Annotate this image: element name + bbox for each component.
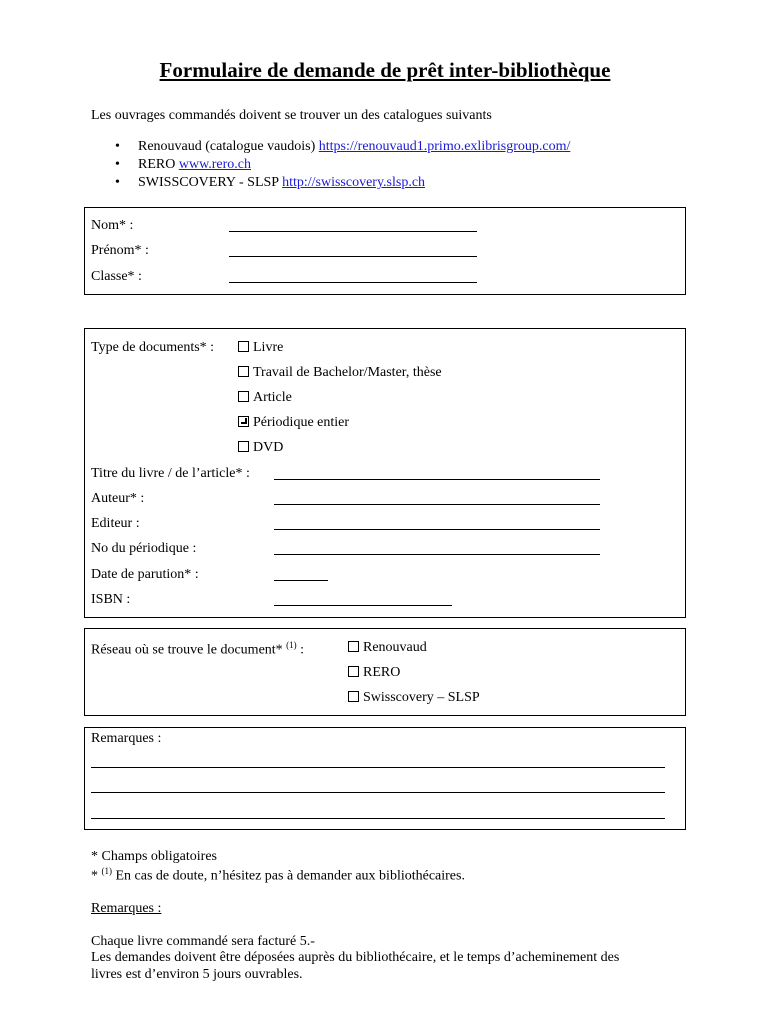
type-option-label: Article: [253, 390, 292, 405]
nom-label: Nom* :: [91, 218, 134, 233]
type-option-label: Livre: [253, 340, 284, 355]
reseau-option-rero[interactable]: [348, 665, 400, 681]
page-title: Formulaire de demande de prêt inter-bibliothèque: [159, 58, 611, 82]
footnote-star: *: [91, 868, 102, 884]
periodique-label: No du périodique :: [91, 541, 197, 556]
remarques-heading: Remarques :: [91, 901, 162, 916]
prenom-label: Prénom* :: [91, 243, 149, 258]
catalogue-list: [115, 138, 570, 192]
editeur-field[interactable]: [274, 529, 600, 530]
catalogue-link[interactable]: http://swisscovery.slsp.ch: [282, 175, 426, 190]
remarques-line[interactable]: [91, 792, 665, 793]
type-option-dvd[interactable]: [238, 440, 283, 456]
remarques-label: Remarques :: [91, 731, 162, 746]
remarques-text-2: Les demandes doivent être déposées auprès du bibliothécaire, et le temps d’acheminement des: [91, 950, 620, 965]
list-item: [115, 156, 570, 174]
type-option-label: Périodique entier: [253, 415, 350, 430]
type-option-article[interactable]: [238, 390, 292, 406]
catalogue-name: RERO: [138, 157, 179, 172]
remarques-line[interactable]: [91, 818, 665, 819]
date-field[interactable]: [274, 580, 328, 581]
footnote-marker: (1): [286, 640, 297, 650]
isbn-label: ISBN :: [91, 592, 131, 607]
reseau-option-renouvaud[interactable]: [348, 640, 427, 656]
checkbox-icon[interactable]: [238, 366, 249, 377]
catalogue-name: SWISSCOVERY - SLSP: [138, 175, 283, 190]
checkbox-icon[interactable]: [348, 641, 359, 652]
checkbox-icon[interactable]: [348, 666, 359, 677]
type-option-travail[interactable]: [238, 365, 442, 381]
type-option-livre[interactable]: [238, 340, 283, 356]
list-item: [115, 174, 570, 192]
checkbox-icon[interactable]: [238, 341, 249, 352]
checkbox-checked-icon[interactable]: [238, 416, 249, 427]
footnote-obligatoires: * Champs obligatoires: [91, 849, 217, 864]
type-option-periodique[interactable]: [238, 415, 349, 431]
document-type-label: Type de documents* :: [91, 340, 215, 355]
auteur-label: Auteur* :: [91, 491, 145, 506]
isbn-field[interactable]: [274, 605, 452, 606]
type-option-label: DVD: [253, 440, 284, 455]
titre-label: Titre du livre / de l’article* :: [91, 466, 250, 481]
type-option-label: Travail de Bachelor/Master, thèse: [253, 365, 442, 380]
reseau-option-swisscovery[interactable]: [348, 690, 480, 706]
periodique-field[interactable]: [274, 554, 600, 555]
reseau-option-label: Renouvaud: [363, 640, 427, 655]
catalogue-link[interactable]: www.rero.ch: [178, 157, 252, 172]
reseau-option-label: Swisscovery – SLSP: [363, 690, 480, 705]
checkbox-icon[interactable]: [238, 391, 249, 402]
remarques-section: [84, 727, 686, 830]
checkbox-icon[interactable]: [238, 441, 249, 452]
classe-field[interactable]: [229, 282, 477, 283]
date-label: Date de parution* :: [91, 567, 199, 582]
editeur-label: Editeur :: [91, 516, 140, 531]
footnote-doute: [91, 866, 465, 885]
reseau-label: [91, 640, 304, 659]
catalogue-link[interactable]: https://renouvaud1.primo.exlibrisgroup.com/: [318, 139, 571, 154]
footnote-marker: (1): [101, 866, 112, 876]
nom-field[interactable]: [229, 231, 477, 232]
remarques-text-1: Chaque livre commandé sera facturé 5.-: [91, 934, 315, 949]
remarques-line[interactable]: [91, 767, 665, 768]
checkbox-icon[interactable]: [348, 691, 359, 702]
classe-label: Classe* :: [91, 269, 142, 284]
footnote-text: En cas de doute, n’hésitez pas à demander aux bibliothécaires.: [112, 868, 465, 884]
reseau-label-text: Réseau où se trouve le document*: [91, 642, 283, 658]
titre-field[interactable]: [274, 479, 600, 480]
reseau-colon: :: [296, 642, 305, 658]
list-item: [115, 138, 570, 156]
prenom-field[interactable]: [229, 256, 477, 257]
auteur-field[interactable]: [274, 504, 600, 505]
remarques-text-3: livres est d’environ 5 jours ouvrables.: [91, 967, 303, 982]
reseau-option-label: RERO: [363, 665, 401, 680]
catalogue-name: Renouvaud (catalogue vaudois): [138, 139, 319, 154]
intro-text: Les ouvrages commandés doivent se trouver un des catalogues suivants: [91, 108, 492, 123]
